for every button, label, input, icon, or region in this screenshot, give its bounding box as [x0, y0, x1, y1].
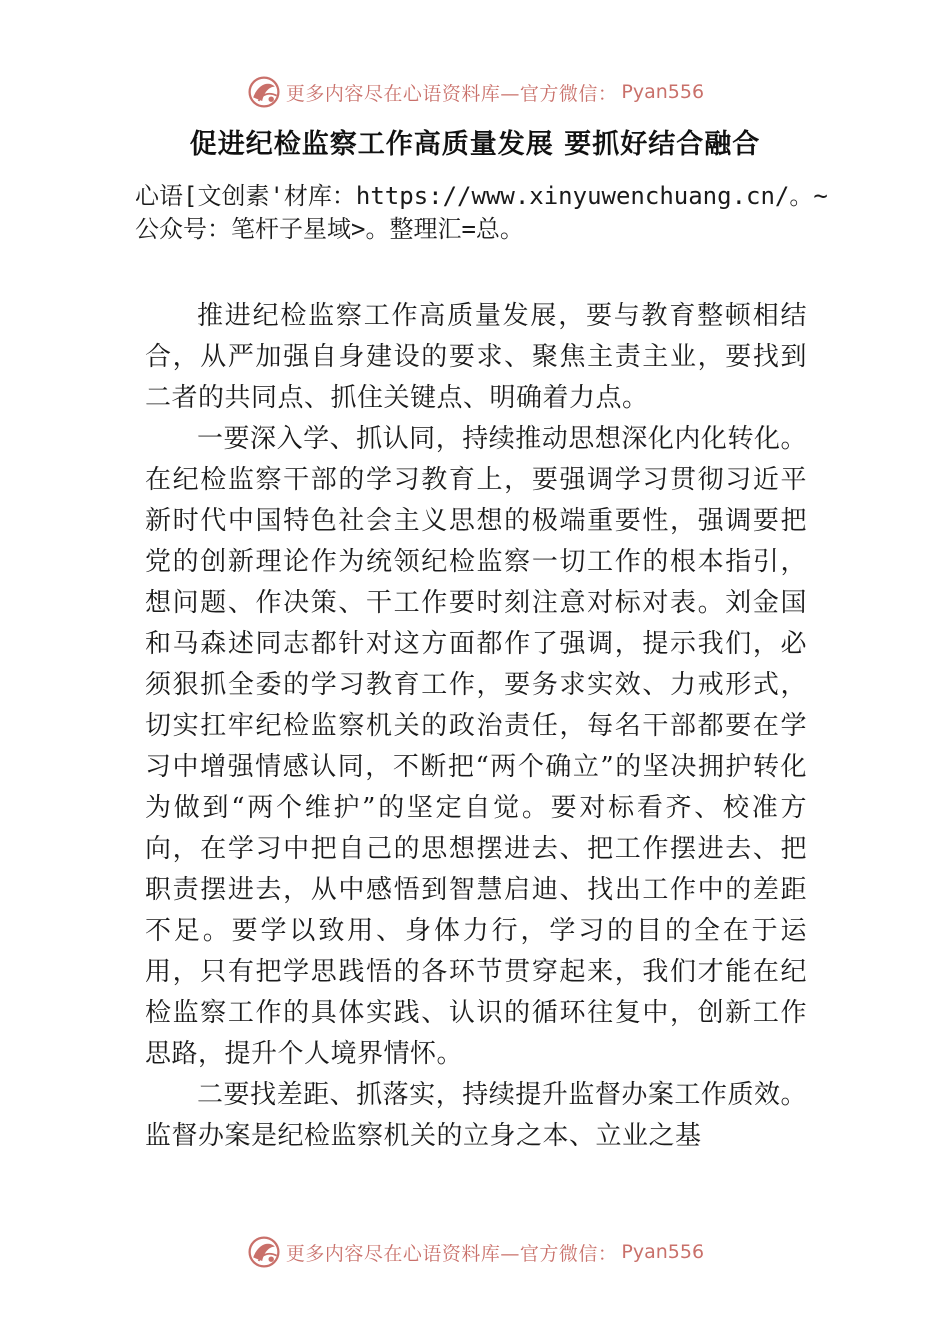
footer-banner-text: 更多内容尽在心语资料库—官方微信：: [285, 1242, 618, 1265]
butterfly-logo-icon: [246, 1234, 282, 1270]
footer-wechat-id: Pyan556: [621, 1241, 705, 1263]
footer-banner: [0, 1232, 950, 1272]
paragraph: 推进纪检监察工作高质量发展，要与教育整顿相结合，从严加强自身建设的要求、聚焦主责主业，要找到二者的共同点、抓住关键点、明确着力点。: [145, 301, 807, 413]
document-title: 促进纪检监察工作高质量发展 要抓好结合融合: [189, 129, 761, 160]
header-wechat-id: Pyan556: [621, 81, 705, 103]
source-note: 心语[文创素'材库：https://www.xinyuwenchuang.cn/。~公众号：笔杆子星域>。整理汇=总。: [135, 182, 828, 243]
paragraph: 一要深入学、抓认同，持续推动思想深化内化转化。在纪检监察干部的学习教育上，要强调学习贯彻习近平新时代中国特色社会主义思想的极端重要性，强调要把党的创新理论作为统领纪检监察一切工作的根本指引，想问题、作决策、干工作要时刻注意对标对表。刘金国和马森述同志都针对这方面都作了强调，提示我们，必须狠抓全委的学习教育工作，要务求实效、力戒形式，切实扛牢纪检监察机关的政治责任，每名干部都要在学习中增强情感认同，不断把“两个确立”的坚决拥护转化为做到“两个维护”的坚定自觉。要对标看齐、校准方向，在学习中把自己的思想摆进去、把工作摆进去、把职责摆进去，从中感悟到智慧启迪、找出工作中的差距不足。要学以致用、身体力行，学习的目的全在于运用，只有把学思践悟的各环节贯穿起来，我们才能在纪检监察工作的具体实践、认识的循环往复中，创新工作思路，提升个人境界情怀。: [145, 424, 807, 1069]
paragraph: 二要找差距、抓落实，持续提升监督办案工作质效。监督办案是纪检监察机关的立身之本、立业之基: [145, 1080, 807, 1151]
header-banner: [0, 72, 950, 112]
butterfly-logo-icon: [246, 74, 282, 110]
header-banner-text: 更多内容尽在心语资料库—官方微信：: [285, 82, 618, 105]
document-body: [145, 296, 807, 1157]
